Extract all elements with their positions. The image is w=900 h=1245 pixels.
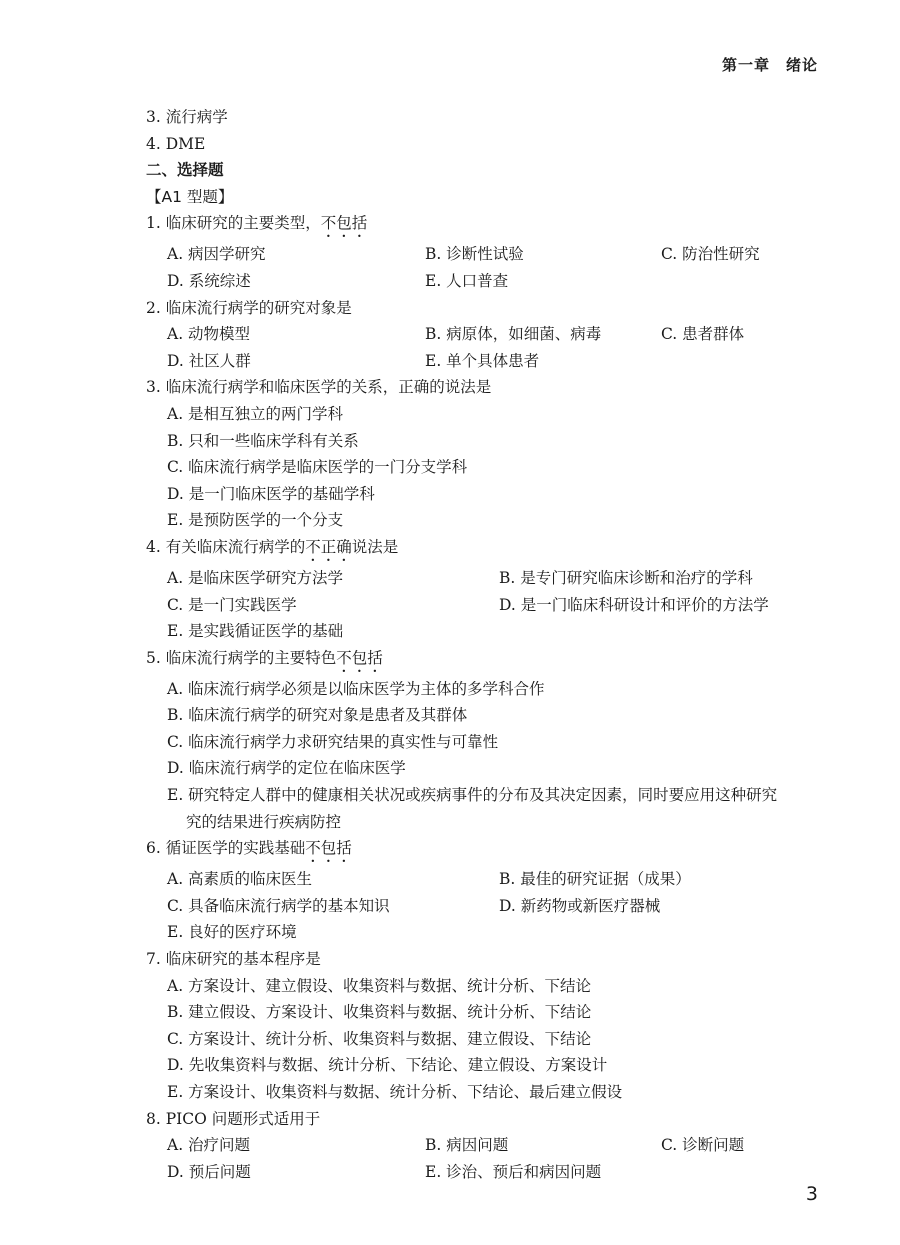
option-c[interactable]: C. 具备临床流行病学的基本知识 xyxy=(167,896,390,915)
option-c[interactable]: C. 临床流行病学力求研究结果的真实性与可靠性 xyxy=(167,732,499,751)
option-a[interactable]: A. 是相互独立的两门学科 xyxy=(167,404,344,423)
question-1-stem: 1. 临床研究的主要类型，不包括 xyxy=(146,214,368,233)
list-item: 3. 流行病学 xyxy=(146,108,228,126)
option-d[interactable]: D. 是一门临床科研设计和评价的方法学 xyxy=(499,595,769,614)
question-type-label: 【A1 型题】 xyxy=(146,187,234,206)
question-content xyxy=(146,104,826,1185)
question-8-options-row2 xyxy=(146,1159,826,1186)
question-2-options-row2 xyxy=(146,348,826,375)
option-a[interactable]: A. 病因学研究 xyxy=(167,245,266,264)
option-c[interactable]: C. 方案设计、统计分析、收集资料与数据、建立假设、下结论 xyxy=(167,1029,592,1048)
question-3-stem: 3. 临床流行病学和临床医学的关系，正确的说法是 xyxy=(146,378,492,397)
option-d[interactable]: D. 先收集资料与数据、统计分析、下结论、建立假设、方案设计 xyxy=(167,1056,608,1075)
question-8-options-row1 xyxy=(146,1132,826,1159)
option-d[interactable]: D. 预后问题 xyxy=(167,1162,251,1181)
question-6-stem: 6. 循证医学的实践基础不包括 xyxy=(146,839,352,858)
option-a[interactable]: A. 方案设计、建立假设、收集资料与数据、统计分析、下结论 xyxy=(167,976,592,995)
question-2-options-row1 xyxy=(146,321,826,348)
option-b[interactable]: B. 建立假设、方案设计、收集资料与数据、统计分析、下结论 xyxy=(167,1003,592,1022)
option-c[interactable]: C. 临床流行病学是临床医学的一门分支学科 xyxy=(167,458,468,477)
section-title: 二、选择题 xyxy=(146,161,224,180)
emphasis-text: 不包括 xyxy=(320,214,368,233)
question-4-options-row1 xyxy=(146,565,826,592)
option-e[interactable]: E. 单个具体患者 xyxy=(425,351,540,370)
question-4-stem: 4. 有关临床流行病学的不正确说法是 xyxy=(146,537,399,556)
option-e[interactable]: E. 良好的医疗环境 xyxy=(167,923,297,942)
chapter-header: 第一章 绪论 xyxy=(721,56,818,74)
option-d[interactable]: D. 临床流行病学的定位在临床医学 xyxy=(167,759,406,778)
option-a[interactable]: A. 动物模型 xyxy=(167,325,251,344)
option-b[interactable]: B. 病原体，如细菌、病毒 xyxy=(425,325,602,344)
option-a[interactable]: A. 是临床医学研究方法学 xyxy=(167,568,344,587)
option-c[interactable]: C. 是一门实践医学 xyxy=(167,595,297,614)
option-c[interactable]: C. 诊断问题 xyxy=(661,1136,745,1155)
option-e[interactable]: E. 是实践循证医学的基础 xyxy=(167,622,344,641)
question-8-stem: 8. PICO 问题形式适用于 xyxy=(146,1109,321,1128)
option-c[interactable]: C. 防治性研究 xyxy=(661,245,760,264)
question-6-options-row1 xyxy=(146,866,826,893)
option-c[interactable]: C. 患者群体 xyxy=(661,325,745,344)
option-b[interactable]: B. 最佳的研究证据（成果） xyxy=(499,870,691,889)
option-d[interactable]: D. 是一门临床医学的基础学科 xyxy=(167,484,375,503)
emphasis-text: 不包括 xyxy=(336,648,383,667)
option-e[interactable]: E. 是预防医学的一个分支 xyxy=(167,511,344,530)
option-b[interactable]: B. 诊断性试验 xyxy=(425,245,524,264)
page-number: 3 xyxy=(805,1183,818,1205)
question-1-options-row2 xyxy=(146,268,826,295)
option-b[interactable]: B. 病因问题 xyxy=(425,1136,509,1155)
option-a[interactable]: A. 临床流行病学必须是以临床医学为主体的多学科合作 xyxy=(167,679,545,698)
emphasis-text: 不包括 xyxy=(305,839,352,858)
list-item: 4. DME xyxy=(146,134,206,153)
option-e[interactable]: E. 研究特定人群中的健康相关状况或疾病事件的分布及其决定因素，同时要应用这种研究 究的结果进行疾病防控 xyxy=(167,786,778,831)
option-d[interactable]: D. 系统综述 xyxy=(167,271,251,290)
question-4-options-row2 xyxy=(146,592,826,619)
option-d[interactable]: D. 新药物或新医疗器械 xyxy=(499,896,661,915)
option-a[interactable]: A. 治疗问题 xyxy=(167,1136,251,1155)
question-7-stem: 7. 临床研究的基本程序是 xyxy=(146,950,321,969)
question-1-options-row1 xyxy=(146,241,826,268)
option-e[interactable]: E. 诊治、预后和病因问题 xyxy=(425,1162,602,1181)
emphasis-text: 不正确 xyxy=(305,537,352,556)
option-b[interactable]: B. 只和一些临床学科有关系 xyxy=(167,431,359,450)
option-e[interactable]: E. 方案设计、收集资料与数据、统计分析、下结论、最后建立假设 xyxy=(167,1083,623,1101)
question-2-stem: 2. 临床流行病学的研究对象是 xyxy=(146,298,352,317)
option-a[interactable]: A. 高素质的临床医生 xyxy=(167,870,313,889)
question-6-options-row2 xyxy=(146,893,826,920)
question-5-stem: 5. 临床流行病学的主要特色不包括 xyxy=(146,648,383,667)
option-b[interactable]: B. 临床流行病学的研究对象是患者及其群体 xyxy=(167,706,468,725)
option-b[interactable]: B. 是专门研究临床诊断和治疗的学科 xyxy=(499,568,753,587)
option-e[interactable]: E. 人口普查 xyxy=(425,271,509,290)
option-d[interactable]: D. 社区人群 xyxy=(167,351,251,370)
